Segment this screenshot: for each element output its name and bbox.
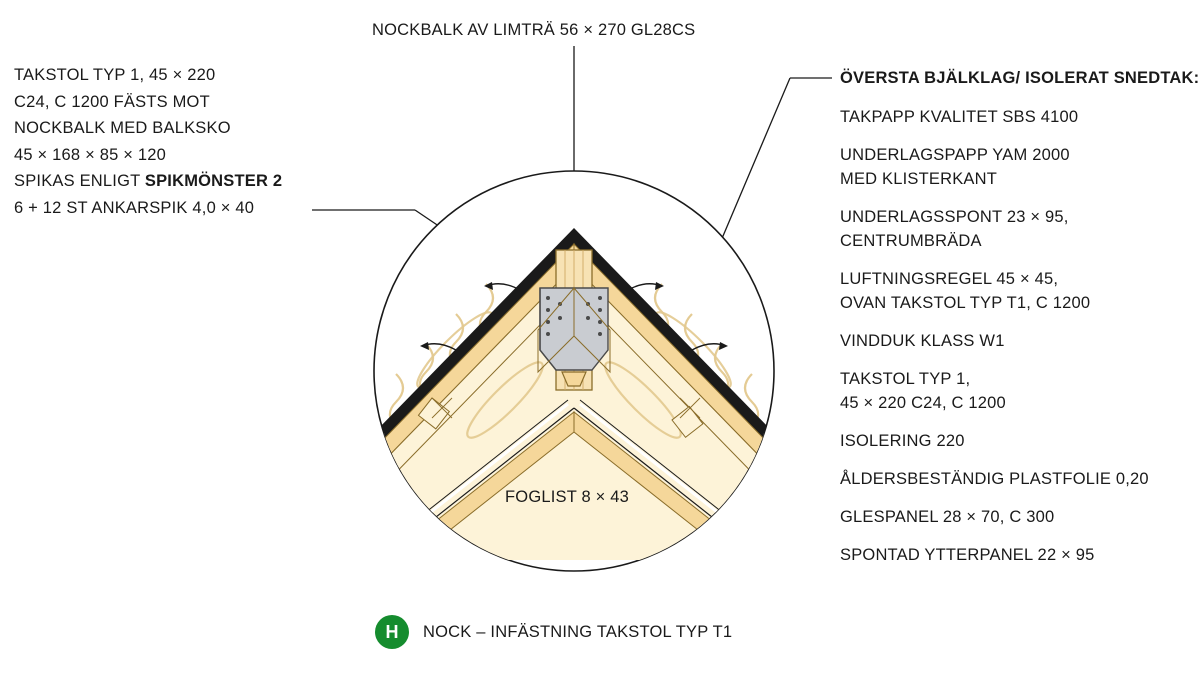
layer-item-3-line-1: UNDERLAGSSPONT 23 × 95,	[840, 208, 1069, 226]
layer-item-10-line-1: SPONTAD YTTERPANEL 22 × 95	[840, 546, 1095, 564]
layer-item-4-line-2: OVAN TAKSTOL TYP T1, C 1200	[840, 294, 1091, 312]
layer-item-4	[840, 267, 1199, 315]
left-line-6: 6 + 12 ST ANKARSPIK 4,0 × 40	[14, 198, 255, 217]
layer-item-7	[840, 429, 1199, 453]
layer-item-1	[840, 105, 1199, 129]
layer-item-7-line-1: ISOLERING 220	[840, 432, 965, 450]
title-nockbalk: NOCKBALK AV LIMTRÄ 56 × 270 GL28CS	[372, 21, 696, 39]
right-header-line-2: ISOLERAT SNEDTAK:	[1025, 69, 1200, 87]
left-line-1: TAKSTOL TYP 1, 45 × 220	[14, 66, 216, 84]
caption-text: NOCK – INFÄSTNING TAKSTOL TYP T1	[423, 622, 733, 641]
layer-item-2-line-1: UNDERLAGSPAPP YAM 2000	[840, 146, 1070, 164]
layer-item-9	[840, 505, 1199, 529]
layer-item-6	[840, 367, 1199, 415]
left-line-5	[14, 168, 282, 195]
spikmonster-emphasis: SPIKMÖNSTER 2	[144, 172, 283, 190]
left-line-2: C24, C 1200 FÄSTS MOT	[14, 92, 210, 111]
left-annotation-block	[14, 62, 282, 221]
layer-item-5-line-1: VINDDUK KLASS W1	[840, 332, 1005, 350]
layer-item-6-line-1: TAKSTOL TYP 1,	[840, 370, 971, 388]
layer-item-2	[840, 143, 1199, 191]
layer-item-2-line-2: MED KLISTERKANT	[840, 170, 998, 188]
figure-caption	[375, 615, 732, 649]
right-header	[840, 66, 1199, 91]
layer-item-5	[840, 329, 1199, 353]
layer-item-9-line-1: GLESPANEL 28 × 70, C 300	[840, 508, 1055, 526]
layer-item-3-line-2: CENTRUMBRÄDA	[840, 232, 982, 250]
layer-item-10	[840, 543, 1199, 567]
left-line-3: NOCKBALK MED BALKSKO	[14, 119, 231, 137]
layer-item-1-line-1: TAKPAPP KVALITET SBS 4100	[840, 108, 1079, 126]
layer-item-6-line-2: 45 × 220 C24, C 1200	[840, 394, 1006, 412]
layer-item-3	[840, 205, 1199, 253]
left-line-4: 45 × 168 × 85 × 120	[14, 145, 166, 164]
foglist-label: FOGLIST 8 × 43	[505, 488, 630, 506]
left-line-5-text: SPIKAS ENLIGT	[14, 172, 145, 190]
caption-badge-h: H	[375, 615, 409, 649]
layer-item-8	[840, 467, 1199, 491]
right-header-line-1: ÖVERSTA BJÄLKLAG/	[840, 69, 1021, 87]
layer-item-8-line-1: ÅLDERSBESTÄNDIG PLASTFOLIE 0,20	[840, 470, 1149, 488]
right-annotation-block	[840, 66, 1199, 581]
layer-item-4-line-1: LUFTNINGSREGEL 45 × 45,	[840, 270, 1059, 288]
